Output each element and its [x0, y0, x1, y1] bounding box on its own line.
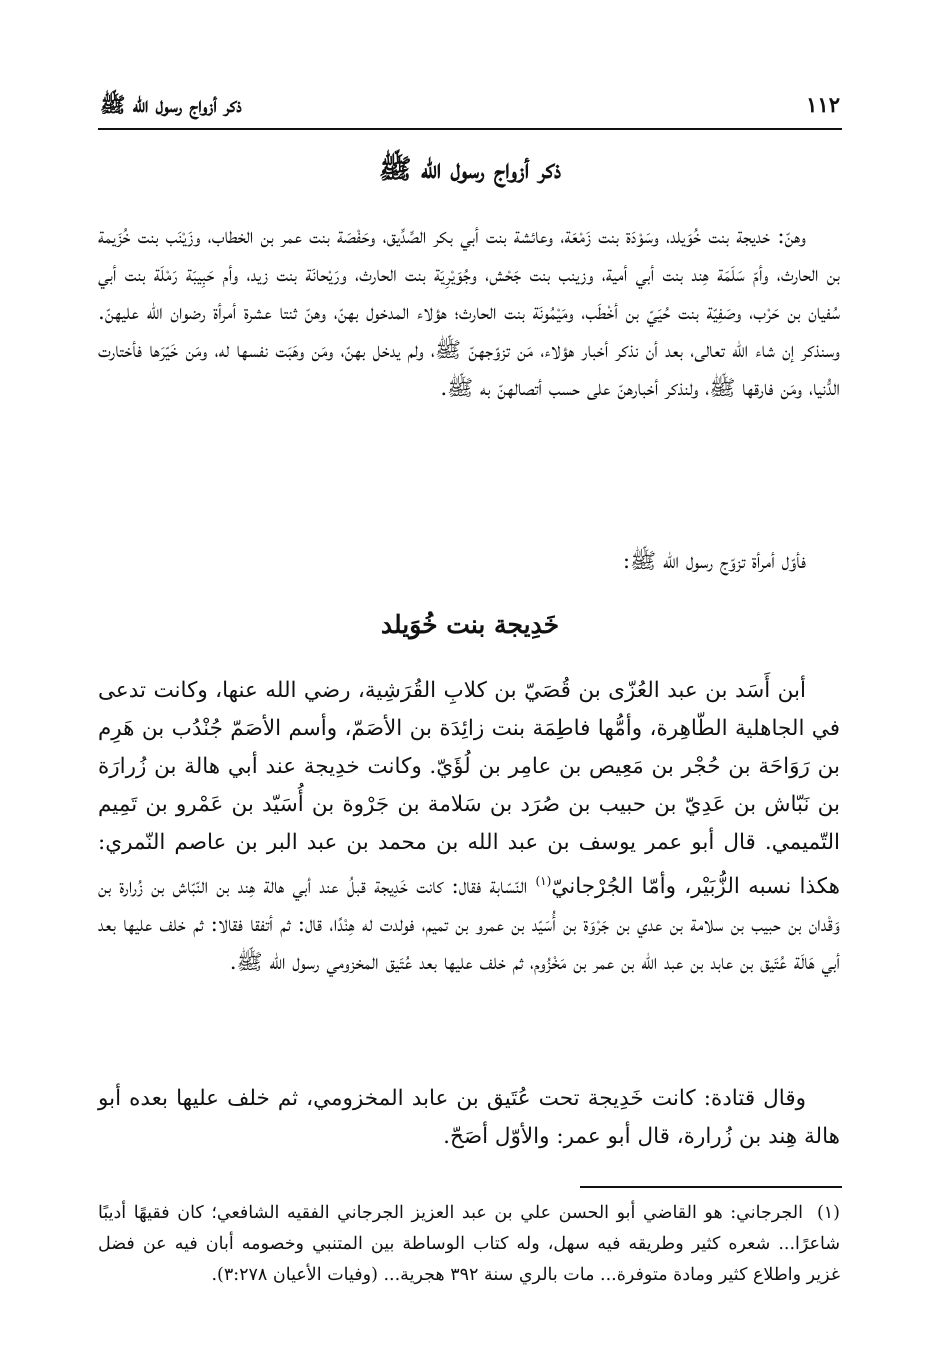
qatada-text: وقال قتادة: كانت خَدِيجة تحت عُتَيق بن عابد المخزومي، ثم خلف عليها بعده أبو هالة هِند بن زُرارة، قال أبو عمر: والأوّل أصَحّ.	[98, 1086, 840, 1149]
page-number: ١١٢	[806, 92, 840, 117]
intro-paragraph	[98, 218, 840, 408]
footnote-rule	[580, 1186, 842, 1188]
first-wife-line	[98, 543, 840, 581]
bio-text	[98, 672, 840, 982]
footnote-number: (١)	[816, 1203, 840, 1223]
running-header	[100, 92, 840, 123]
intro-text: وهنّ: خديجة بنت خُوَيلد، وسَوْدَة بنت زَمْعَة، وعائشة بنت أبي بكر الصِّدِّيق، وحَفْصَة بنت عمر بن الخطاب، وزَيْنَب بنت خُزَيمة بن الحارث، وأمّ سَلَمَة هِند بنت أبي أمية، وزينب بنت جَحْش، وجُوَيْرِيَة بنت الحارث، ورَيْحانَة بنت زيد، وأم حَبِيبَة رَمْلَة بنت أبي سُفيان بن حَرْب، وصَفِيّة بنت حُيَيّ بن أخْطَب، ومَيْمُونَة بنت الحارث؛ هؤلاء المدخول بهنّ، وهنّ ثنتا عشرة أمرأة رضوان الله عليهنّ. وسنذكر إن شاء الله تعالى، بعد أن نذكر أخبار هؤلاء، مَن تزوّجهنّ ﷺ، ولم يدخل بهنّ، ومَن وهَبَت نفسها له، ومَن خَيّرَها فأختارت الدُّنيا، ومَن فارقها ﷺ، ولنذكر أخبارهنّ على حسب أتصالهنّ به ﷺ.	[98, 224, 840, 401]
bio-text-end: النّسّابة فقال: كانت خَدِيجة قبلُ عند أبي هالة هِند بن النّبّاش بن زُرارة بن وَقْدان بن حبيب بن سلامة بن عدي بن جَرْوَة بن أُسَيّد بن عمرو بن تميم، فولدت له هِنْدًا، قال: ثم أتفقا فقالا: ثم خلف عليها بعد أبي هَالَة عُتَيق بن عابد بن عبد الله بن عمر بن مَخْزُوم، ثم خلف عليها بعد عُتَيق المخزومي رسول الله ﷺ.	[98, 874, 840, 976]
bio-text-start: أبن أَسَد بن عبد العُزّى بن قُصَيّ بن كلابِ القُرَشِية، رضي الله عنها، وكانت تدعى في الجاهلية الطّاهِرة، وأمُّها فاطِمَة بنت زائِدَة بن الأصَمّ، وأسم الأصَمّ جُنْدُب بن هَرِم بن رَوَاحَة بن حُجْر بن مَعِيص بن عامِر بن لُؤَيّ. وكانت خدِيجة عند أبي هالة بن زُرارَة بن نَبّاش بن عَدِيّ بن حبيب بن صُرَد بن سَلامة بن جَرْوة بن أُسَيّد بن عَمْرو بن تَمِيم التّميمي. قال أبو عمر يوسف بن عبد الله بن محمد بن عبد البر بن عاصم النّمري: هكذا نسبه الزُّبَيْر، وأمّا الجُرْجانيّ	[98, 678, 840, 900]
running-title: ذكر أزواج رسول الله ﷺ	[100, 92, 242, 117]
footnote-text: الجرجاني: هو القاضي أبو الحسن علي بن عبد العزيز الجرجاني الفقيه الشافعي؛ كان فقيهًا أديبًا شاعرًا... شعره كثير وطريقه فيه سهل، وله كتاب الوساطة بين المتنبي وخصومه أبان فيه عن فضل غزير واطلاع كثير ومادة متوفرة... مات بالري سنة ٣٩٢ هجرية... (وفيات الأعيان ٣:٢٧٨).	[98, 1203, 840, 1285]
header-rule	[98, 128, 842, 130]
first-wife-text: فأوّل أمرأة تزوّج رسول الله ﷺ:	[622, 549, 806, 574]
qatada-paragraph	[98, 1080, 840, 1156]
section-title: خَدِيجة بنت خُوَيلد	[380, 610, 560, 639]
chapter-title: ذكر أزواج رسول الله ﷺ	[378, 154, 562, 185]
footnote-reference[interactable]: (١)	[535, 874, 552, 888]
footnote	[98, 1198, 840, 1291]
bio-paragraph	[98, 672, 840, 982]
